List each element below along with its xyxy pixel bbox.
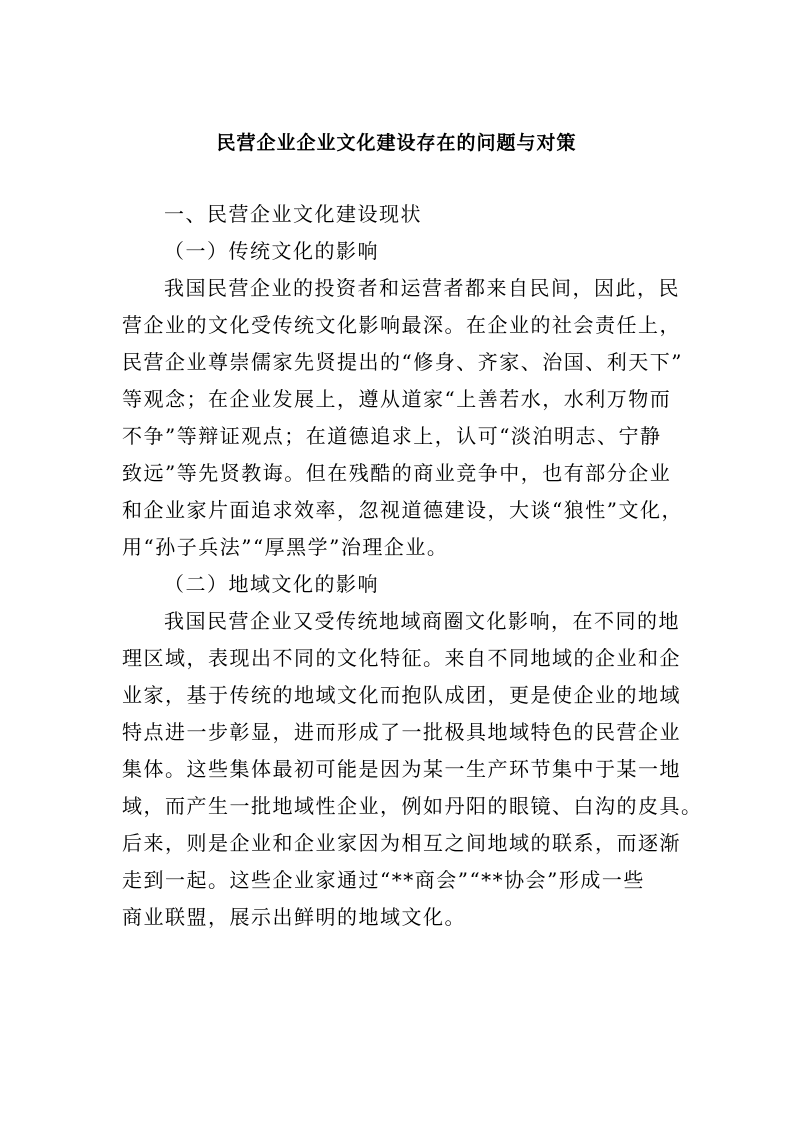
document-body xyxy=(122,196,703,936)
section-heading-1: 一、民营企业文化建设现状 xyxy=(164,202,422,226)
document-title: 民营企业企业文化建设存在的问题与对策 xyxy=(216,132,577,154)
paragraph-line: 和企业家片面追求效率，忽视道德建设，大谈“狼性”文化， xyxy=(122,498,683,522)
paragraph-line: 致远”等先贤教诲。但在残酷的商业竞争中，也有部分企业 xyxy=(122,461,672,485)
paragraph-line: 商业联盟，展示出鲜明的地域文化。 xyxy=(122,905,466,929)
paragraph-line: 用“孙子兵法”“厚黑学”治理企业。 xyxy=(122,535,449,559)
subsection-heading-1: （一）传统文化的影响 xyxy=(164,239,379,263)
paragraph-line: 后来，则是企业和企业家因为相互之间地域的联系，而逐渐 xyxy=(122,831,681,855)
paragraph-line: 理区域，表现出不同的文化特征。来自不同地域的企业和企 xyxy=(122,646,681,670)
paragraph-line: 民营企业尊崇儒家先贤提出的“修身、齐家、治国、利天下” xyxy=(122,350,683,374)
paragraph-traditional-culture xyxy=(122,270,683,566)
paragraph-line: 走到一起。这些企业家通过“**商会”“**协会”形成一些 xyxy=(122,868,645,892)
paragraph-line: 我国民营企业又受传统地域商圈文化影响，在不同的地 xyxy=(164,609,680,633)
paragraph-line: 域，而产生一批地域性企业，例如丹阳的眼镜、白沟的皮具。 xyxy=(122,794,703,818)
paragraph-line: 营企业的文化受传统文化影响最深。在企业的社会责任上， xyxy=(122,313,681,337)
paragraph-line: 特点进一步彰显，进而形成了一批极具地域特色的民营企业 xyxy=(122,720,681,744)
paragraph-line: 业家，基于传统的地域文化而抱队成团，更是使企业的地域 xyxy=(122,683,681,707)
paragraph-line: 不争”等辩证观点；在道德追求上，认可“淡泊明志、宁静 xyxy=(122,424,662,448)
paragraph-regional-culture xyxy=(122,603,703,936)
paragraph-line: 我国民营企业的投资者和运营者都来自民间，因此，民 xyxy=(164,276,680,300)
subsection-heading-2: （二）地域文化的影响 xyxy=(164,572,379,596)
paragraph-line: 等观念；在企业发展上，遵从道家“上善若水，水利万物而 xyxy=(122,387,672,411)
paragraph-line: 集体。这些集体最初可能是因为某一生产环节集中于某一地 xyxy=(122,757,681,781)
